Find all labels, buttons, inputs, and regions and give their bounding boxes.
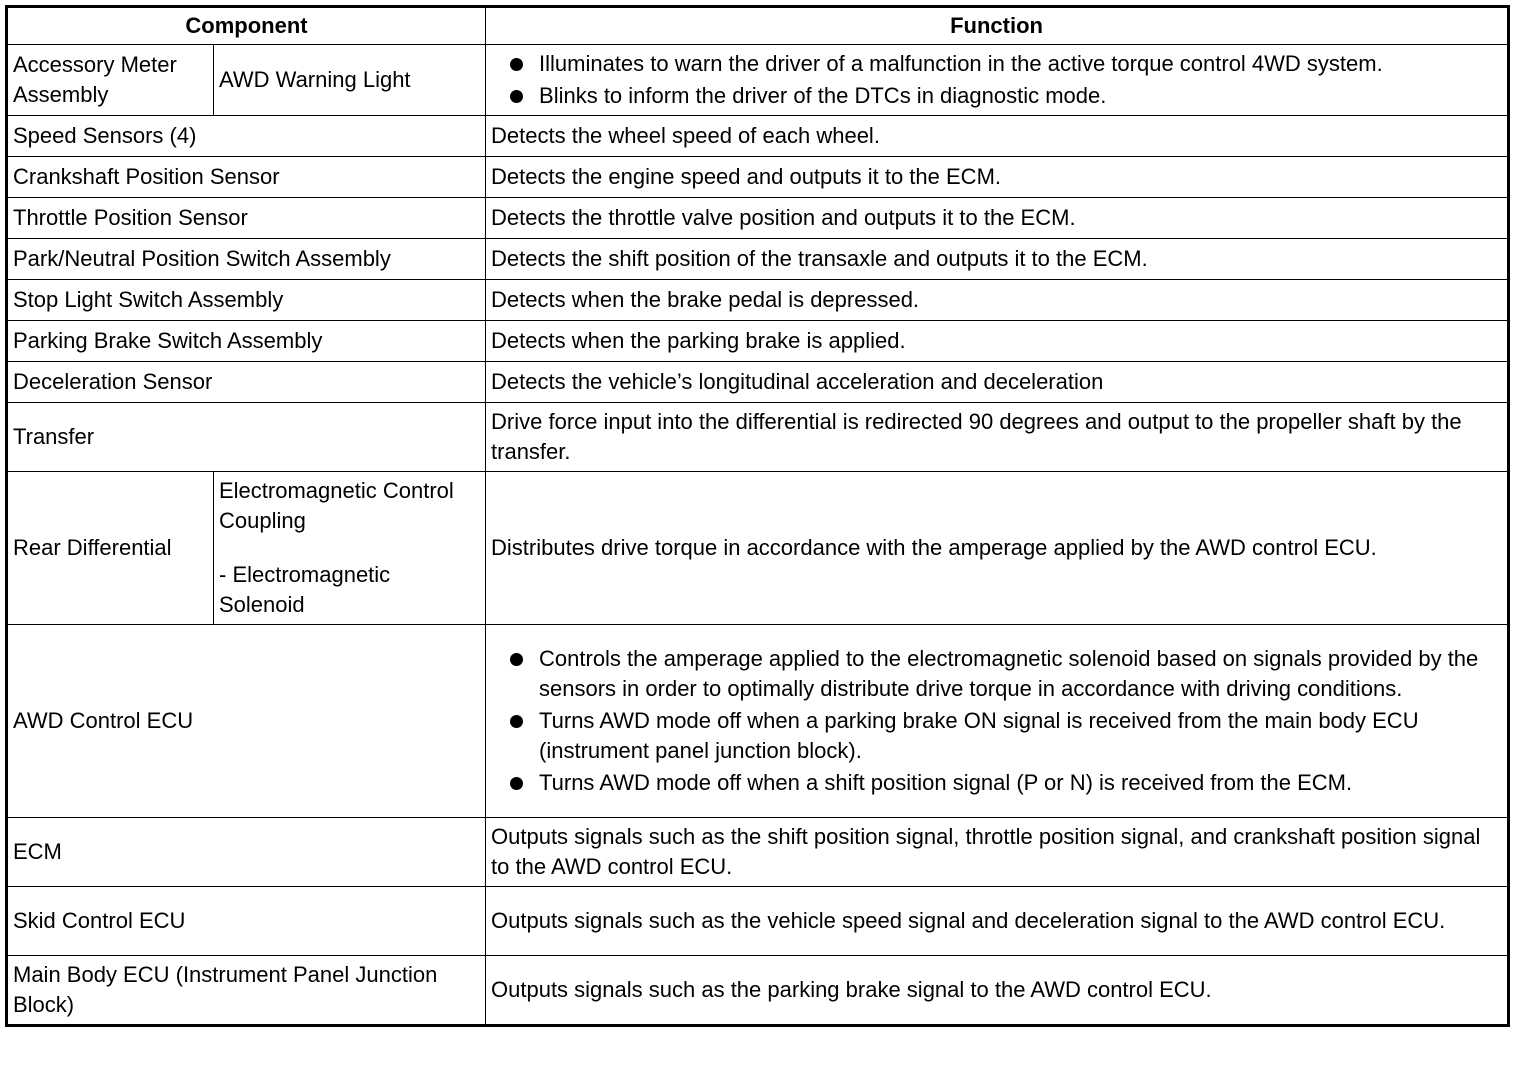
spacer [219, 536, 480, 560]
function-cell [486, 625, 1509, 818]
table-row-crankshaft [7, 157, 1509, 198]
component-cell: Transfer [7, 403, 486, 472]
table-row-awd-control-ecu [7, 625, 1509, 818]
function-bullet-list [491, 644, 1502, 798]
table-row-transfer [7, 403, 1509, 472]
table-row-rear-differential [7, 472, 1509, 625]
function-cell: Outputs signals such as the shift position signal, throttle position signal, and crankshaft position signal to the AWD control ECU. [486, 818, 1509, 887]
component-cell: Park/Neutral Position Switch Assembly [7, 239, 486, 280]
subcomponent-line: - Electromagnetic Solenoid [219, 562, 391, 617]
subcomponent-cell [214, 472, 486, 625]
function-cell: Detects the throttle valve position and outputs it to the ECM. [486, 198, 1509, 239]
component-cell: Speed Sensors (4) [7, 116, 486, 157]
bullet-item: Turns AWD mode off when a parking brake ON signal is received from the main body ECU (instrument panel junction block). [539, 706, 1502, 766]
component-cell: Stop Light Switch Assembly [7, 280, 486, 321]
subcomponent-cell: AWD Warning Light [214, 45, 486, 116]
table-row-parking-brake [7, 321, 1509, 362]
header-component: Component [7, 7, 486, 45]
component-cell: Deceleration Sensor [7, 362, 486, 403]
function-cell: Detects when the brake pedal is depressed. [486, 280, 1509, 321]
component-cell: ECM [7, 818, 486, 887]
component-cell: Crankshaft Position Sensor [7, 157, 486, 198]
table-row-stop-light [7, 280, 1509, 321]
component-cell: Skid Control ECU [7, 887, 486, 956]
bullet-item: Illuminates to warn the driver of a malfunction in the active torque control 4WD system. [539, 49, 1502, 79]
header-row [7, 7, 1509, 45]
function-cell: Detects when the parking brake is applied. [486, 321, 1509, 362]
function-cell: Distributes drive torque in accordance with the amperage applied by the AWD control ECU. [486, 472, 1509, 625]
component-cell: Rear Differential [7, 472, 214, 625]
component-cell: AWD Control ECU [7, 625, 486, 818]
component-cell: Parking Brake Switch Assembly [7, 321, 486, 362]
function-cell [486, 45, 1509, 116]
function-cell: Detects the shift position of the transaxle and outputs it to the ECM. [486, 239, 1509, 280]
header-function: Function [486, 7, 1509, 45]
bullet-item: Blinks to inform the driver of the DTCs in diagnostic mode. [539, 81, 1502, 111]
component-function-table [5, 5, 1510, 1027]
function-cell: Detects the vehicle’s longitudinal acceleration and deceleration [486, 362, 1509, 403]
function-cell: Drive force input into the differential is redirected 90 degrees and output to the propeller shaft by the transfer. [486, 403, 1509, 472]
component-function-table-wrapper [5, 5, 1510, 1027]
table-row-speed-sensors [7, 116, 1509, 157]
function-cell: Outputs signals such as the vehicle speed signal and deceleration signal to the AWD control ECU. [486, 887, 1509, 956]
bullet-item: Turns AWD mode off when a shift position signal (P or N) is received from the ECM. [539, 768, 1502, 798]
function-cell: Outputs signals such as the parking brake signal to the AWD control ECU. [486, 956, 1509, 1026]
component-cell: Accessory Meter Assembly [7, 45, 214, 116]
component-cell: Main Body ECU (Instrument Panel Junction Block) [7, 956, 486, 1026]
bullet-item: Controls the amperage applied to the electromagnetic solenoid based on signals provided by the sensors in order to optimally distribute drive torque in accordance with driving conditions. [539, 644, 1502, 704]
function-cell: Detects the wheel speed of each wheel. [486, 116, 1509, 157]
table-row-main-body-ecu [7, 956, 1509, 1026]
subcomponent-line: Electromagnetic Control Coupling [219, 478, 454, 533]
component-cell: Throttle Position Sensor [7, 198, 486, 239]
table-row-skid-control-ecu [7, 887, 1509, 956]
table-row-deceleration [7, 362, 1509, 403]
table-row-park-neutral [7, 239, 1509, 280]
table-row-throttle [7, 198, 1509, 239]
function-bullet-list [491, 49, 1502, 111]
table-row-accessory-meter [7, 45, 1509, 116]
table-row-ecm [7, 818, 1509, 887]
function-cell: Detects the engine speed and outputs it to the ECM. [486, 157, 1509, 198]
